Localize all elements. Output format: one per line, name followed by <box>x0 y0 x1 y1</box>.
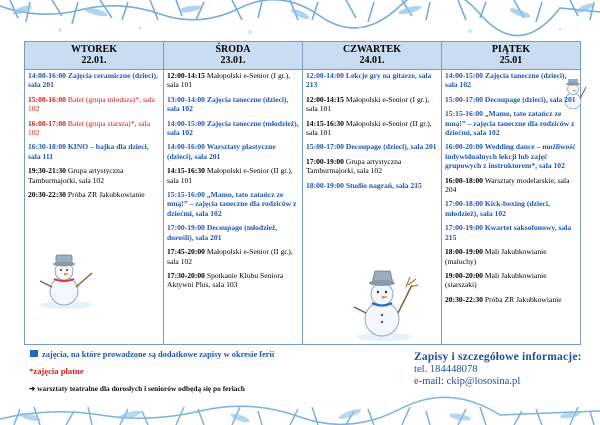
entry-time: 15:15-16:00 <box>445 109 483 119</box>
entry-text: Wedding dance – możliwość indywidualnych lekcji lub zajęć grupowych z instruktorem*, sala 102 <box>445 142 576 171</box>
legend-theatre-note: ➔ warsztaty teatralne dla dorosłych i seniorów odbędą się po feriach <box>29 384 245 393</box>
entry-text: Warsztaty modelarskie, sala 204 <box>445 175 570 195</box>
schedule-entry <box>306 181 438 190</box>
entry-time: 14:00-16:00 <box>28 71 66 80</box>
schedule-entry <box>167 142 299 161</box>
entry-text: Próba ZR Jakubkowianie <box>484 294 562 304</box>
frost-decoration-top <box>0 0 600 44</box>
schedule-entry <box>306 142 438 151</box>
entry-time: 12:00-14:15 <box>167 71 205 80</box>
schedule-entry <box>167 247 299 266</box>
entry-time: 14:00-16:00 <box>167 142 205 152</box>
day-column <box>303 70 442 345</box>
entry-time: 17:30-20:00 <box>167 270 205 280</box>
entry-time: 16:00-18:00 <box>445 175 483 185</box>
entry-time: 16:00-20:00 <box>445 142 483 152</box>
snowman-icon <box>34 247 98 309</box>
entry-text: Małopolski e-Senior (I gr.), sala 101 <box>306 94 430 114</box>
entry-time: 16:00-17:00 <box>28 118 66 128</box>
entry-text: Warsztaty plastyczne (dzieci), sala 201 <box>167 142 276 161</box>
frost-decoration-bottom <box>0 393 600 425</box>
entry-text: Małopolski e-Senior (II gr.), sala 102 <box>167 247 293 266</box>
entry-time: 19:00-20:00 <box>445 270 483 280</box>
entry-text: KINO – bajka dla dzieci, sala 111 <box>28 142 149 161</box>
entry-text: Spotkanie Klubu Seniora Aktywni Plus, sala 103 <box>167 270 284 290</box>
legend-paid: *zajęcia płatne <box>29 366 84 376</box>
schedule-entry <box>445 176 577 195</box>
schedule-table <box>24 41 581 345</box>
entry-text: Grupa artystyczna Tamburmajorki, sala 102 <box>28 166 124 185</box>
entry-time: 15:00-17:00 <box>306 142 344 152</box>
schedule-entry <box>28 166 160 185</box>
entry-time: 12:00-14:00 <box>306 71 344 80</box>
schedule-entry <box>445 199 577 218</box>
contact-email[interactable]: e-mail: ckip@lososina.pl <box>414 376 521 387</box>
schedule-entry <box>445 71 577 90</box>
schedule-entry <box>306 95 438 114</box>
entry-time: 15:00-16:00 <box>28 94 66 104</box>
schedule-entry <box>28 190 160 199</box>
schedule-entry <box>167 71 299 90</box>
entry-time: 15:15-16:00 <box>167 190 205 200</box>
entry-text: Zajęcia taneczne (młodzież), sala 102 <box>167 118 299 138</box>
contact-phone[interactable]: tel. 184448078 <box>414 364 478 375</box>
day-header: ŚRODA 23.01. <box>164 42 303 70</box>
entry-time: 16:30-18:00 <box>28 142 66 152</box>
schedule-entry <box>445 95 577 104</box>
contact-info <box>414 351 582 387</box>
entry-time: 17:00-18:00 <box>445 199 483 209</box>
entry-time: 14:00-15:00 <box>445 71 483 80</box>
entry-time: 18:00-19:00 <box>306 180 344 190</box>
entry-time: 20:30-22:30 <box>28 190 66 200</box>
entry-time: 12:00-14:15 <box>306 94 344 104</box>
snowman-icon <box>350 265 420 341</box>
entry-time: 17:00-19:00 <box>445 223 483 233</box>
entry-text: „Mamo, tato zatańcz ze mną!” – zajęcia taneczne dla rodziców z dziećmi, sala 102 <box>167 190 297 218</box>
day-column <box>442 70 581 345</box>
entry-time: 19:30-21:30 <box>28 166 66 176</box>
entry-time: 14:15-16:30 <box>306 118 344 128</box>
day-header: WTOREK 22.01. <box>25 42 164 70</box>
entry-text: Decoupage (dzieci), sala 201 <box>345 142 437 152</box>
schedule-entry <box>306 157 438 176</box>
entry-time: 17:00-19:00 <box>306 156 344 166</box>
schedule-entry <box>167 119 299 138</box>
day-header: PIĄTEK 25.01 <box>442 42 581 70</box>
entry-text: Kwartet saksofonowy, sala 215 <box>445 223 572 242</box>
day-column <box>25 70 164 345</box>
schedule-entry <box>167 223 299 242</box>
schedule-entry <box>306 71 438 90</box>
entry-text: Małopolski e-Senior (II gr.), sala 101 <box>167 166 293 185</box>
schedule-entry <box>28 119 160 138</box>
entry-text: „Mamo, tato zatańcz ze mną!” – zajęcia taneczne dla rodziców z dziećmi, sala 102 <box>445 109 575 138</box>
entry-time: 18:00-19:00 <box>445 247 483 257</box>
entry-text: Małopolski e-Senior (I gr.), sala 101 <box>167 71 291 90</box>
schedule-entry <box>28 71 160 90</box>
entry-time: 20:30-22:30 <box>445 294 483 304</box>
schedule-entry <box>445 295 577 304</box>
entry-time: 15:00-17:00 <box>445 94 483 104</box>
schedule-entry <box>167 190 299 218</box>
entry-text: Zajęcia taneczne (dzieci), sala 102 <box>445 71 567 90</box>
contact-heading: Zapisy i szczegółowe informacje: <box>414 351 582 363</box>
arrow-right-icon: ➔ <box>29 384 36 393</box>
square-bullet-icon <box>30 350 38 357</box>
entry-text: Balet (grupa starsza)*, sala 102 <box>28 118 151 138</box>
entry-text: Decoupage (dzieci), sala 201 <box>484 94 576 104</box>
entry-text: Studio nagrań, sala 215 <box>345 180 422 190</box>
entry-text: Balet (grupa młodsza)*, sala 102 <box>28 94 155 114</box>
schedule-entry <box>445 142 577 170</box>
schedule-entry <box>167 166 299 185</box>
entry-text: Mali Jakubkowianie (starszaki) <box>445 270 547 290</box>
entry-text: Lekcje gry na gitarze, sala 213 <box>306 71 432 90</box>
schedule-entry <box>167 95 299 114</box>
entry-time: 14:15-16:30 <box>167 166 205 176</box>
entry-time: 14:00-15:00 <box>167 118 205 128</box>
entry-text: Zajęcia ceramiczne (dzieci), sala 201 <box>28 71 158 90</box>
entry-text: Próba ZR Jakubkowianie <box>67 190 145 200</box>
schedule-entry <box>167 271 299 290</box>
schedule-entry <box>445 223 577 242</box>
entry-text: Mali Jakubkowianie (maluchy) <box>445 247 547 266</box>
schedule-entry <box>306 119 438 138</box>
entry-time: 13:00-14:00 <box>167 94 205 104</box>
entry-text: Kick-boxing (dzieci, młodzież), sala 102 <box>445 199 550 218</box>
entry-time: 17:45-20:00 <box>167 247 205 257</box>
day-column <box>164 70 303 345</box>
entry-text: Grupa artystyczna Tamburmajorki, sala 102 <box>306 156 402 176</box>
schedule-entry <box>28 95 160 114</box>
entry-time: 17:00-19:00 <box>167 223 205 233</box>
schedule-entry <box>445 271 577 290</box>
legend-extra-signups: zajęcia, na które prowadzone są dodatkowe zapisy w okresie ferii <box>30 350 274 359</box>
schedule-entry <box>28 142 160 161</box>
schedule-entry <box>445 109 577 137</box>
entry-text: Małopolski e-Senior (II gr.), sala 101 <box>306 118 432 138</box>
entry-text: Zajęcia taneczne (dzieci), sala 102 <box>167 94 289 114</box>
entry-text: Decoupage (młodzież, dorośli), sala 201 <box>167 223 278 242</box>
day-header: CZWARTEK 24.01. <box>303 42 442 70</box>
schedule-entry <box>445 247 577 266</box>
